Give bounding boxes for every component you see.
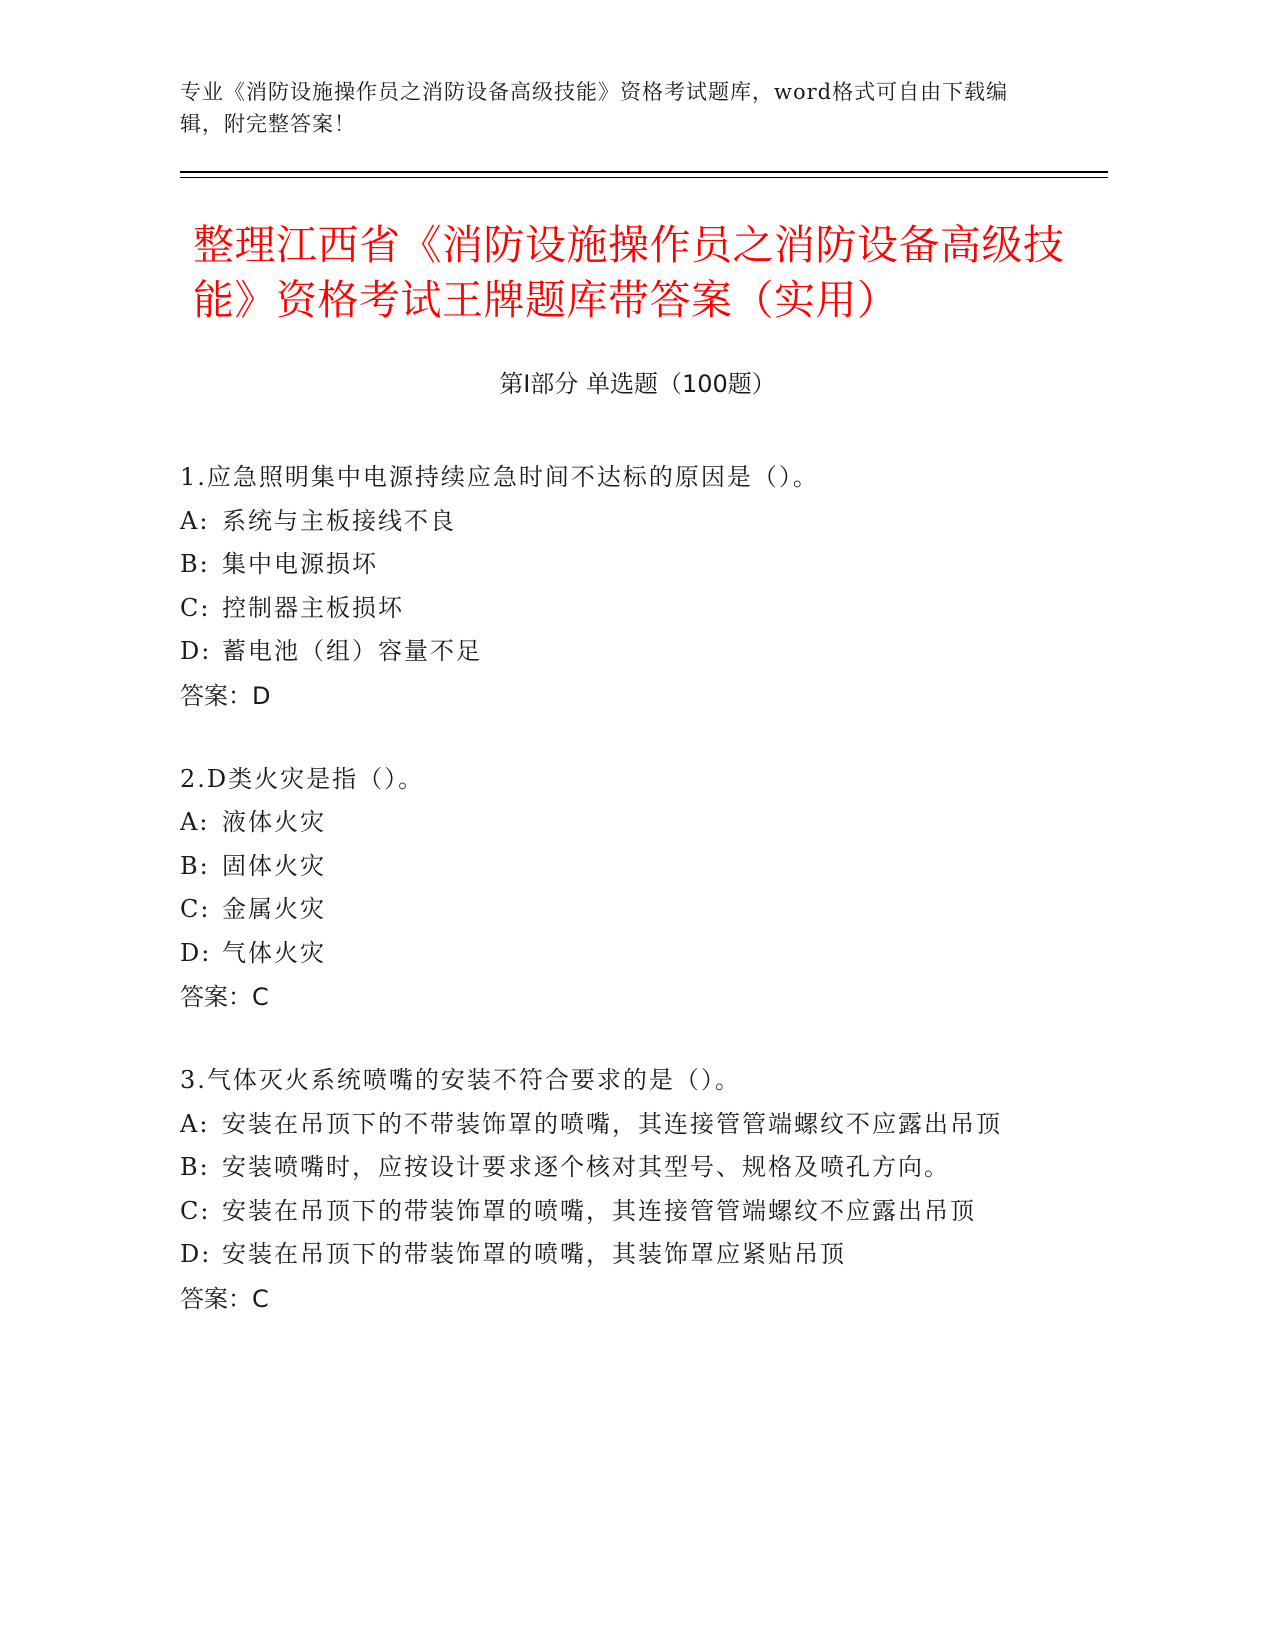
option-text: 固体火灾 (222, 851, 326, 880)
option-a (180, 1103, 1040, 1147)
option-b (180, 845, 1040, 889)
option-text: 控制器主板损坏 (222, 593, 404, 622)
answer-label: 答案： (180, 1284, 252, 1313)
option-text: 集中电源损坏 (222, 550, 378, 578)
option-letter: C: (180, 1196, 211, 1225)
option-letter: A: (180, 1109, 210, 1138)
option-text: 安装在吊顶下的带装饰罩的喷嘴，其装饰罩应紧贴吊顶 (222, 1240, 846, 1268)
answer-value: C (252, 1284, 269, 1313)
option-letter: A: (180, 808, 210, 836)
question-list (180, 456, 1040, 1361)
option-c (180, 888, 1040, 932)
document-title: 整理江西省《消防设施操作员之消防设备高级技能》资格考试王牌题库带答案（实用） (193, 221, 1065, 324)
option-letter: B: (180, 550, 210, 578)
option-letter: B: (180, 851, 210, 880)
option-b (180, 543, 1040, 587)
option-c (180, 587, 1040, 631)
option-letter: A: (180, 506, 210, 535)
answer-value: C (252, 983, 269, 1011)
question-text: 应急照明集中电源持续应急时间不达标的原因是（）。 (206, 463, 819, 491)
option-letter: D: (180, 938, 212, 967)
option-d (180, 630, 1040, 674)
option-text: 气体火灾 (222, 938, 326, 967)
question-number: 3. (180, 1066, 207, 1094)
option-letter: D: (180, 637, 212, 665)
option-b (180, 1146, 1040, 1190)
option-d (180, 932, 1040, 976)
answer-line (180, 975, 1040, 1019)
option-text: 蓄电池（组）容量不足 (222, 637, 482, 665)
option-text: 安装喷嘴时，应按设计要求逐个核对其型号、规格及喷孔方向。 (222, 1153, 950, 1181)
header-divider-thick (180, 171, 1108, 173)
question-stem (180, 758, 1040, 802)
option-text: 金属火灾 (222, 895, 326, 923)
question-1 (180, 456, 1040, 718)
option-text: 安装在吊顶下的带装饰罩的喷嘴，其连接管管端螺纹不应露出吊顶 (222, 1196, 976, 1225)
option-letter: B: (180, 1153, 210, 1181)
question-text: D类火灾是指（）。 (206, 764, 425, 793)
option-c (180, 1190, 1040, 1234)
option-d (180, 1233, 1040, 1277)
answer-value: D (252, 681, 271, 710)
option-text: 系统与主板接线不良 (222, 506, 456, 535)
option-text: 安装在吊顶下的不带装饰罩的喷嘴，其连接管管端螺纹不应露出吊顶 (222, 1109, 1002, 1138)
question-stem (180, 1059, 1040, 1103)
question-text: 气体灭火系统喷嘴的安装不符合要求的是（）。 (206, 1066, 741, 1094)
option-a (180, 500, 1040, 544)
option-letter: D: (180, 1240, 212, 1268)
question-number: 2. (180, 764, 207, 793)
option-letter: C: (180, 895, 211, 923)
option-text: 液体火灾 (222, 808, 326, 836)
option-letter: C: (180, 593, 211, 622)
answer-label: 答案： (180, 681, 252, 710)
answer-line (180, 674, 1040, 718)
answer-line (180, 1277, 1040, 1321)
option-a (180, 801, 1040, 845)
header-note: 专业《消防设施操作员之消防设备高级技能》资格考试题库，word格式可自由下载编辑，附完整答案！ (180, 80, 1009, 136)
section-heading: 第Ⅰ部分 单选题（100题） (499, 370, 776, 398)
question-number: 1. (180, 463, 207, 491)
question-3 (180, 1059, 1040, 1321)
question-stem (180, 456, 1040, 500)
header-divider-thin (180, 177, 1108, 178)
answer-label: 答案： (180, 983, 252, 1011)
question-2 (180, 758, 1040, 1020)
